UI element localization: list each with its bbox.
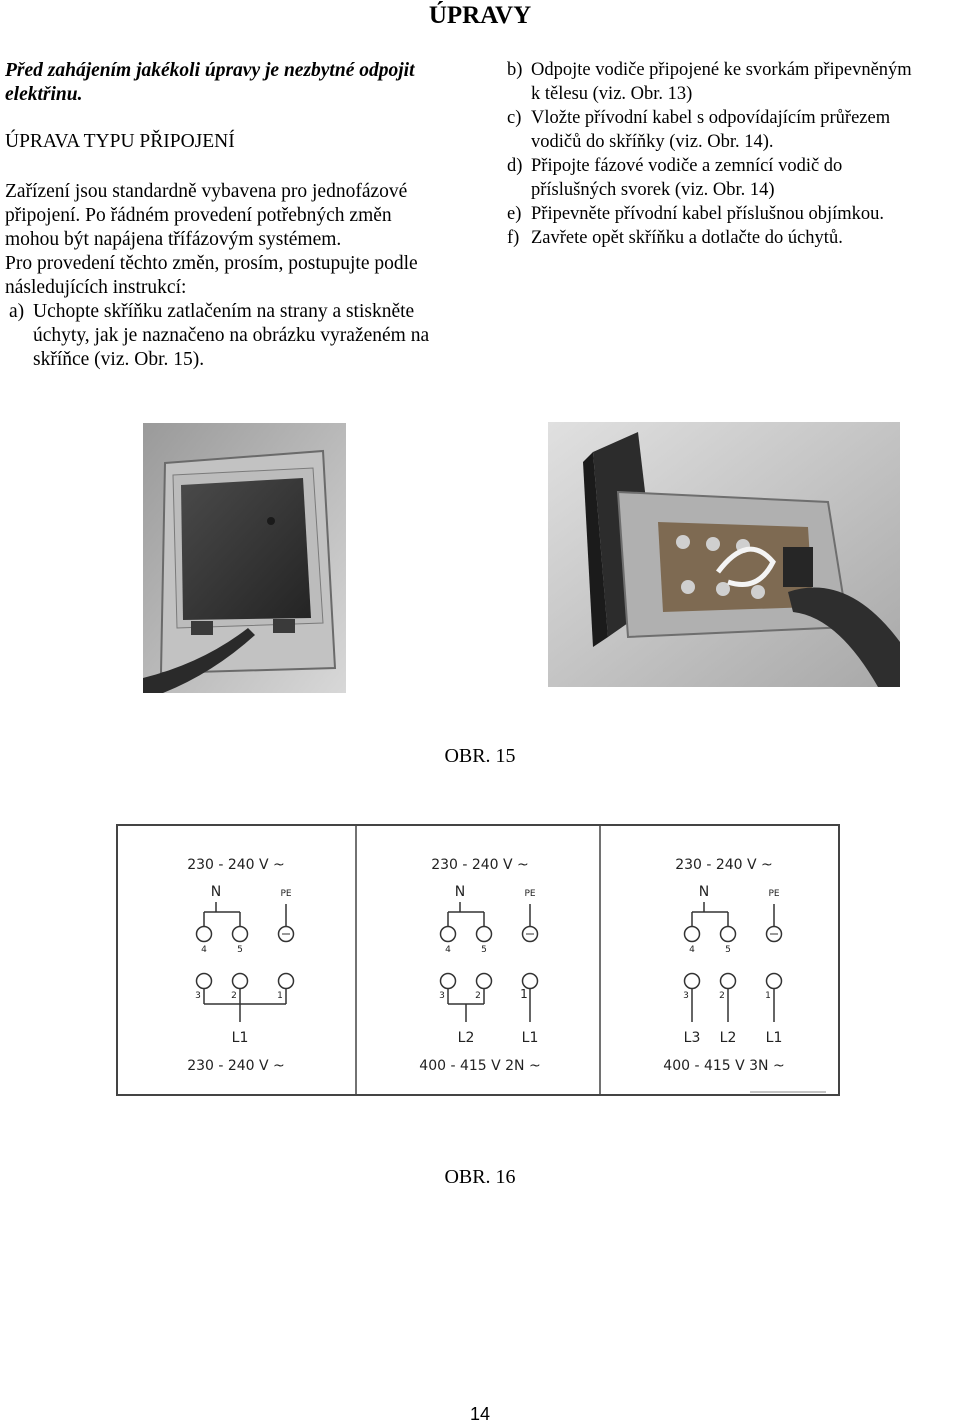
phase-label-l1: L1: [521, 1030, 539, 1046]
terminal-number-1: 1: [520, 987, 528, 1001]
step-label: f): [507, 228, 520, 248]
figure-caption-16: OBR. 16: [444, 1166, 516, 1188]
terminal-number-4: 4: [201, 945, 207, 955]
terminal-number-5: 5: [725, 945, 731, 955]
step-d: [507, 154, 959, 202]
terminal-number-3: 3: [439, 991, 445, 1001]
earth-label: PE: [768, 889, 780, 899]
step-b: [507, 58, 959, 106]
step-line: vodičů do skříňky (viz. Obr. 14).: [531, 132, 774, 152]
neutral-label: N: [210, 884, 222, 900]
section-heading: ÚPRAVA TYPU PŘIPOJENÍ: [5, 131, 235, 152]
step-label: a): [9, 301, 25, 322]
earth-label: PE: [280, 889, 292, 899]
terminal-1: [279, 974, 294, 989]
step-line: Připevněte přívodní kabel příslušnou objímkou.: [531, 204, 884, 224]
terminal-number-2: 2: [719, 991, 725, 1001]
intro-line: mohou být napájena třífázovým systémem.: [5, 229, 342, 250]
terminal-number-2: 2: [231, 991, 237, 1001]
safety-warning: Před zahájením jakékoli úpravy je nezbytné odpojit elektřinu.: [5, 60, 415, 105]
step-line: k tělesu (viz. Obr. 13): [531, 84, 693, 104]
terminal-5: [477, 927, 492, 942]
output-voltage-label: 400 - 415 V 3N ~: [663, 1058, 785, 1074]
output-voltage-label: 230 - 240 V ~: [187, 1058, 285, 1074]
intro-line: připojení. Po řádném provedení potřebných změn: [5, 205, 392, 226]
step-label: e): [507, 204, 522, 224]
page-number: 14: [469, 1404, 491, 1424]
neutral-label: N: [454, 884, 466, 900]
supply-voltage-label: 230 - 240 V ~: [675, 857, 773, 873]
terminal-number-5: 5: [237, 945, 243, 955]
terminal-3: [685, 974, 700, 989]
step-label: b): [507, 60, 523, 80]
terminal-4: [685, 927, 700, 942]
phase-label-l2: L2: [719, 1030, 737, 1046]
terminal-4: [197, 927, 212, 942]
step-line: Odpojte vodiče připojené ke svorkám připevněným: [531, 60, 912, 80]
step-list-right: [507, 58, 959, 250]
supply-voltage-label: 230 - 240 V ~: [187, 857, 285, 873]
step-line: Zavřete opět skříňku a dotlačte do úchytů.: [531, 228, 843, 248]
step-e: [507, 202, 959, 226]
step-f: [507, 226, 959, 250]
terminal-number-1: 1: [277, 991, 283, 1001]
terminal-2: [477, 974, 492, 989]
step-list-left: [5, 300, 475, 372]
step-line: úchyty, jak je naznačeno na obrázku vyraženém na: [33, 325, 430, 346]
terminal-5: [233, 927, 248, 942]
step-label: d): [507, 156, 523, 176]
step-line: Uchopte skříňku zatlačením na strany a stiskněte: [33, 301, 415, 322]
earth-label: PE: [524, 889, 536, 899]
terminal-number-5: 5: [481, 945, 487, 955]
step-a: [5, 300, 475, 372]
phase-label-l1: L1: [765, 1030, 783, 1046]
wiring-diagram: [116, 824, 840, 1096]
terminal-number-4: 4: [445, 945, 451, 955]
step-line: skříňce (viz. Obr. 15).: [33, 349, 205, 370]
step-line: Vložte přívodní kabel s odpovídajícím průřezem: [531, 108, 891, 128]
terminal-number-1: 1: [765, 991, 771, 1001]
step-label: c): [507, 108, 522, 128]
terminal-3: [197, 974, 212, 989]
terminal-number-3: 3: [683, 991, 689, 1001]
step-c: [507, 106, 959, 154]
terminal-number-4: 4: [689, 945, 695, 955]
terminal-number-2: 2: [475, 991, 481, 1001]
neutral-label: N: [698, 884, 710, 900]
step-line: Připojte fázové vodiče a zemnící vodič do: [531, 156, 843, 176]
phase-label-l2: L2: [457, 1030, 475, 1046]
page-title: ÚPRAVY: [428, 2, 532, 29]
intro-paragraph: [5, 180, 475, 300]
photo-open-terminal-box: [548, 422, 900, 687]
terminal-1: [767, 974, 782, 989]
terminal-2: [233, 974, 248, 989]
terminal-2: [721, 974, 736, 989]
phase-label-l3: L3: [683, 1030, 701, 1046]
supply-voltage-label: 230 - 240 V ~: [431, 857, 529, 873]
output-voltage-label: 400 - 415 V 2N ~: [419, 1058, 541, 1074]
terminal-4: [441, 927, 456, 942]
figure-caption-15: OBR. 15: [444, 745, 516, 767]
intro-line: Zařízení jsou standardně vybavena pro jednofázové: [5, 181, 408, 202]
intro-line: následujících instrukcí:: [5, 277, 187, 298]
terminal-3: [441, 974, 456, 989]
terminal-number-3: 3: [195, 991, 201, 1001]
phase-label-l1: L1: [231, 1030, 249, 1046]
terminal-5: [721, 927, 736, 942]
intro-line: Pro provedení těchto změn, prosím, postupujte podle: [5, 253, 418, 274]
photo-closed-terminal-box: [143, 423, 346, 693]
step-line: příslušných svorek (viz. Obr. 14): [531, 180, 775, 200]
